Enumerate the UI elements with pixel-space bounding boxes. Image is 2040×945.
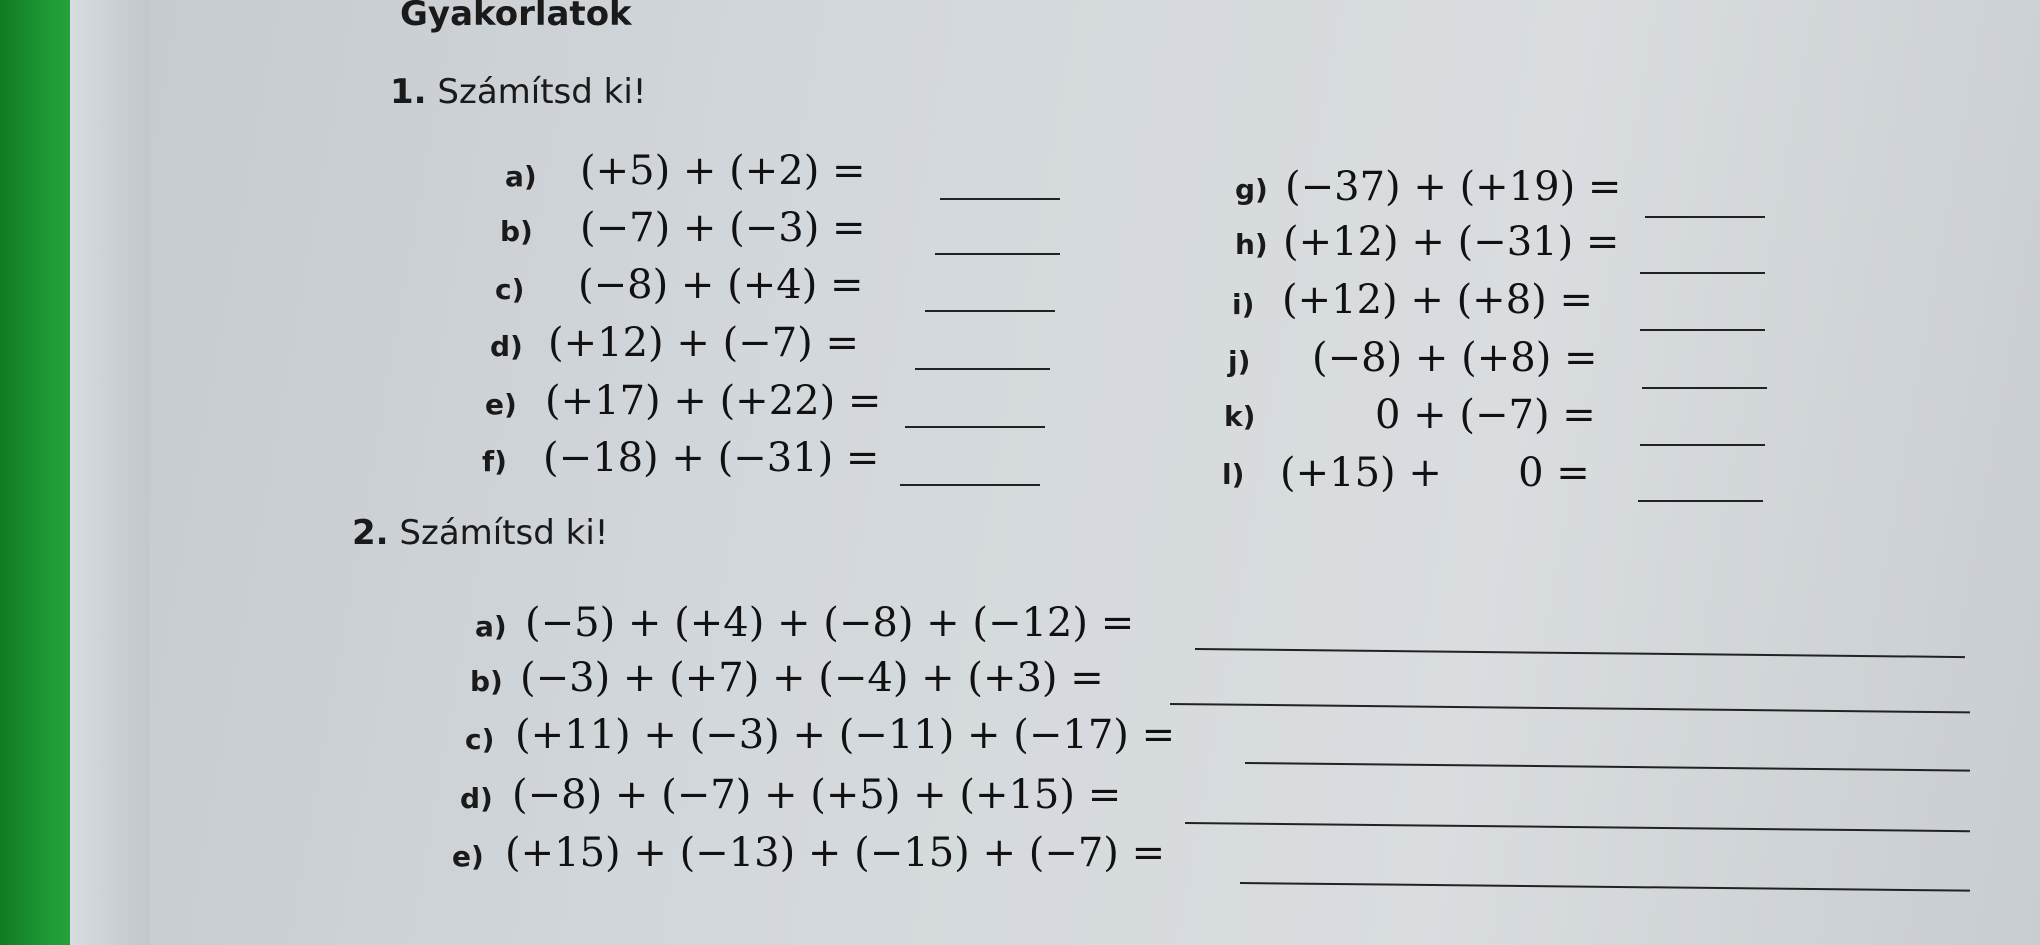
ex1-item-h-expression: (+12) + (−31) = [1283,219,1620,265]
ex1-item-a-label: a) [505,160,537,193]
ex1-item-j-expression: (−8) + (+8) = [1312,335,1598,381]
ex2-item-c-label: c) [465,723,495,756]
ex1-item-b-answer-blank[interactable] [935,253,1060,255]
ex1-item-i-answer-blank[interactable] [1640,329,1765,331]
ex1-item-f-label: f) [482,445,507,478]
exercise-1-heading [390,72,646,112]
ex1-item-d-label: d) [490,330,523,363]
ex1-item-h-answer-blank[interactable] [1640,272,1765,274]
ex1-item-b-label: b) [500,215,533,248]
exercise-2-number: 2. [352,513,389,553]
green-folder-edge [0,0,80,945]
ex1-item-b-expression: (−7) + (−3) = [580,205,866,251]
ex1-item-c-answer-blank[interactable] [925,310,1055,312]
ex1-item-l-label: l) [1222,458,1245,491]
ex1-item-e-expression: (+17) + (+22) = [545,378,882,424]
exercise-1-number: 1. [390,72,427,112]
ex2-item-b-expression: (−3) + (+7) + (−4) + (+3) = [520,655,1104,701]
page-title: Gyakorlatok [400,0,632,34]
ex2-item-c-expression: (+11) + (−3) + (−11) + (−17) = [515,712,1176,758]
ex1-item-c-expression: (−8) + (+4) = [578,262,864,308]
ex1-item-a-expression: (+5) + (+2) = [580,148,866,194]
exercise-2-instruction: Számítsd ki! [399,513,609,553]
ex2-item-b-label: b) [470,665,503,698]
ex1-item-e-label: e) [485,388,517,421]
ex1-item-f-answer-blank[interactable] [900,484,1040,486]
ex1-item-k-label: k) [1224,400,1256,433]
ex1-item-k-answer-blank[interactable] [1640,444,1765,446]
ex1-item-a-answer-blank[interactable] [940,198,1060,200]
ex1-item-l-expression: (+15) + 0 = [1280,450,1590,496]
exercise-1-instruction: Számítsd ki! [437,72,647,112]
ex1-item-h-label: h) [1235,228,1268,261]
ex1-item-d-expression: (+12) + (−7) = [548,320,859,366]
ex1-item-g-label: g) [1235,173,1268,206]
ex1-item-g-expression: (−37) + (+19) = [1285,164,1622,210]
ex2-item-a-label: a) [475,610,507,643]
ex2-item-e-expression: (+15) + (−13) + (−15) + (−7) = [505,830,1166,876]
ex1-item-d-answer-blank[interactable] [915,368,1050,370]
ex1-item-j-label: j) [1228,345,1251,378]
ex1-item-g-answer-blank[interactable] [1645,216,1765,218]
ex2-item-a-expression: (−5) + (+4) + (−8) + (−12) = [525,600,1135,646]
ex2-item-e-label: e) [452,840,484,873]
ex1-item-c-label: c) [495,273,525,306]
ex2-item-d-label: d) [460,782,493,815]
ex1-item-l-answer-blank[interactable] [1638,500,1763,502]
ex1-item-i-label: i) [1232,288,1255,321]
exercise-2-heading [352,513,608,553]
ex1-item-f-expression: (−18) + (−31) = [543,435,880,481]
ex2-item-d-expression: (−8) + (−7) + (+5) + (+15) = [512,772,1122,818]
ex1-item-j-answer-blank[interactable] [1642,387,1767,389]
ex1-item-e-answer-blank[interactable] [905,426,1045,428]
ex1-item-i-expression: (+12) + (+8) = [1282,277,1593,323]
ex1-item-k-expression: 0 + (−7) = [1375,392,1596,438]
